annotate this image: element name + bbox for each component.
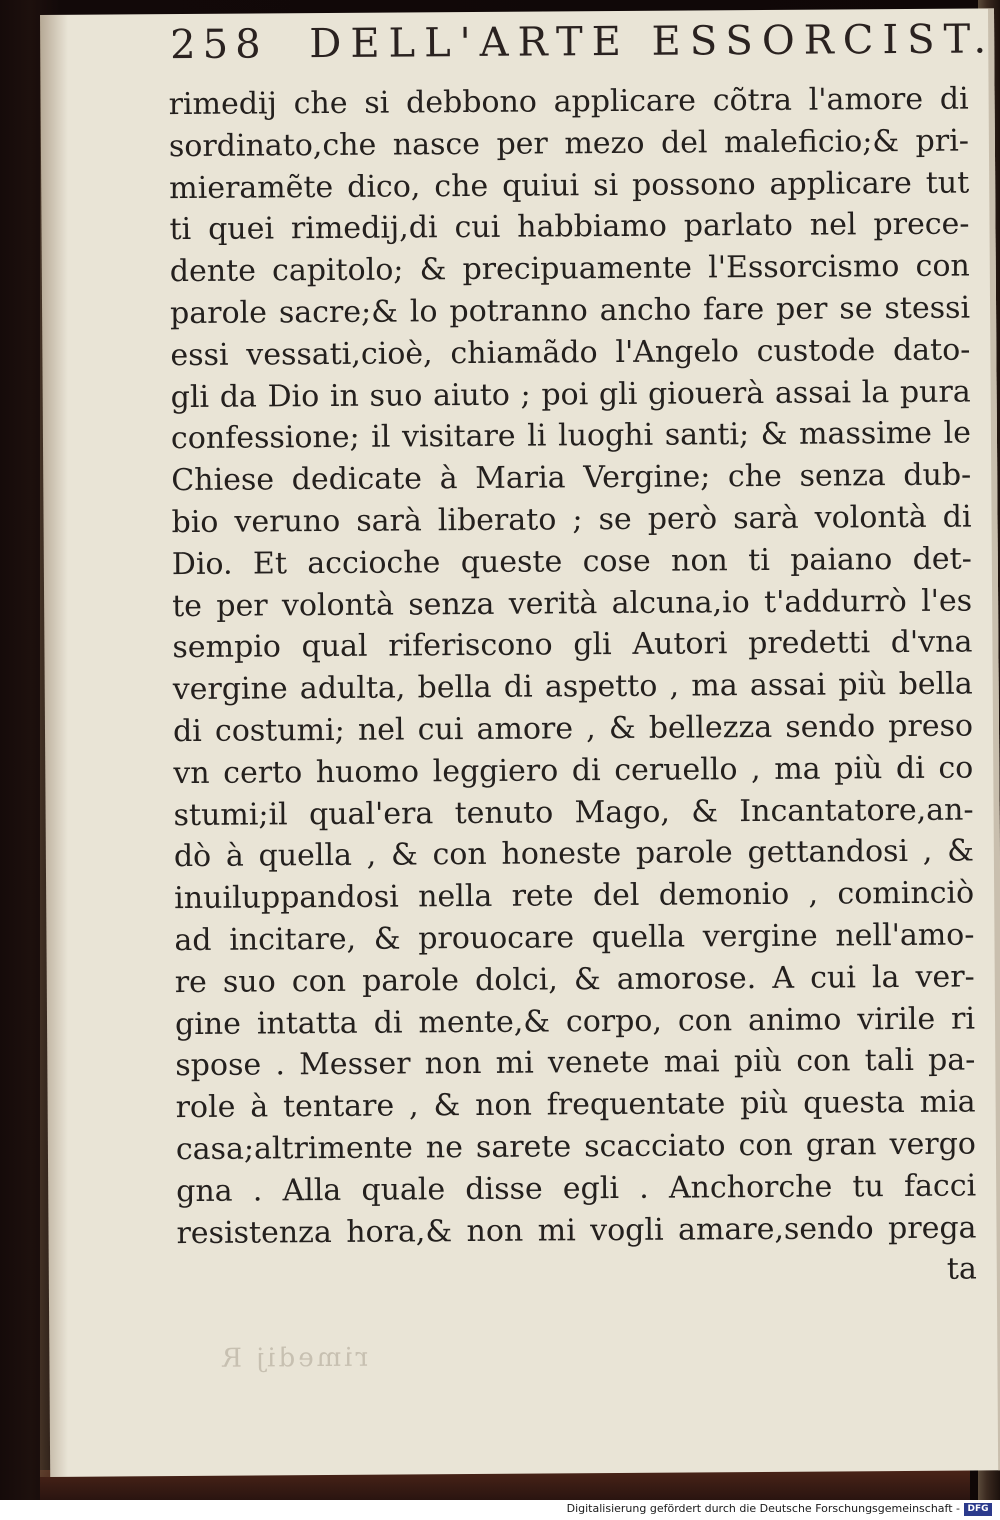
text-line: rimedij che si debbono applicare cõtra l'amore di [168, 81, 969, 123]
running-title: DELL'ARTE ESSORCIST. [309, 16, 996, 68]
text-line: ti quei rimedij,di cui habbiamo parlato nel prece- [169, 206, 970, 248]
text-line: essi vessati,cioè, chiamãdo l'Angelo custode dato- [170, 332, 971, 373]
text-line: parole sacre;& lo potranno ancho fare per se stessi [169, 290, 971, 332]
text-line: role à tentare , & non frequentate più questa mia [175, 1084, 976, 1126]
text-line: ta [946, 1251, 977, 1288]
text-line: casa;altrimente ne sarete scacciato con gran vergo [175, 1126, 977, 1168]
text-line: inuiluppandosi nella rete del demonio , cominciò [174, 875, 975, 917]
text-line: di costumi; nel cui amore , & bellezza sendo preso [172, 708, 974, 750]
text-line: Dio. Et accioche queste cose non ti paiano det- [171, 541, 972, 582]
footer-bar [0, 1500, 1000, 1520]
text-line: re suo con parole dolci, & amorose. A cui la ver- [174, 959, 975, 1000]
text-line: dò à quella , & con honeste parole gettandosi , & [173, 833, 974, 875]
page-number: 258 [170, 21, 268, 69]
text-line: ad incitare, & prouocare quella vergine nell'amo- [174, 917, 975, 959]
text-line: mieramẽte dico, che quiui si possono applicare tut [169, 165, 970, 206]
text-line: te per volontà senza verità alcuna,io t'addurrò l'es [172, 583, 973, 624]
footer-credit: Digitalisierung gefördert durch die Deutsche Forschungsgemeinschaft - [566, 1502, 960, 1515]
text-line: resistenza hora,& non mi vogli amare,sendo prega [176, 1210, 977, 1251]
text-line: gna . Alla quale disse egli . Anchorche tu facci [176, 1168, 977, 1209]
book-page [40, 8, 1000, 1477]
text-line: sempio qual riferiscono gli Autori predetti d'vna [172, 624, 973, 666]
body-text [168, 79, 976, 1297]
page-header [170, 16, 995, 68]
text-line: gli da Dio in suo aiuto ; poi gli giouerà assai la pura [170, 374, 971, 415]
text-line: vn certo huomo leggiero di ceruello , ma più di co [173, 750, 974, 791]
text-line: Chiese dedicate à Maria Vergine; che senza dub- [171, 457, 972, 499]
bleed-through-text: rimedij R [219, 1342, 369, 1374]
text-line: gine intatta di mente,& corpo, con animo virile ri [174, 1001, 976, 1042]
text-line: stumi;il qual'era tenuto Mago, & Incantatore,an- [173, 792, 974, 833]
text-line: confessione; il visitare li luoghi santi; & massime le [170, 415, 972, 457]
text-line: bio veruno sarà liberato ; se però sarà volontà di [171, 499, 972, 541]
text-line: dente capitolo; & precipuamente l'Essorcismo con [169, 248, 970, 290]
text-line: vergine adulta, bella di aspetto , ma assai più bella [172, 666, 973, 708]
text-line: sordinato,che nasce per mezo del maleficio;& pri- [168, 123, 970, 164]
dfg-logo: DFG [964, 1503, 992, 1516]
text-line: spose . Messer non mi venete mai più con tali pa- [175, 1042, 976, 1084]
